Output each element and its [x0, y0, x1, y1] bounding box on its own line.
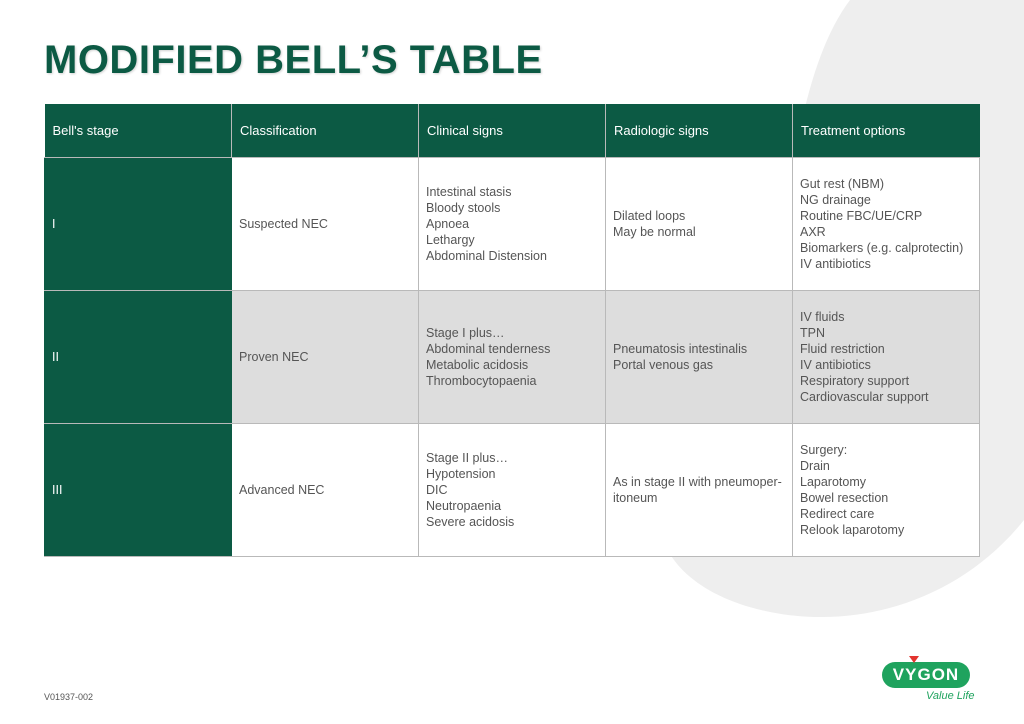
logo-wordmark: VYGON — [882, 662, 970, 688]
treatment-options-cell: IV fluids TPN Fluid restriction IV antibiotics Respiratory support Cardiovascular support — [793, 291, 980, 424]
table-row — [45, 158, 980, 291]
document-code: V01937-002 — [44, 692, 94, 702]
table-row — [45, 291, 980, 424]
logo-check-icon — [909, 656, 919, 663]
radiologic-signs-cell: Dilated loops May be normal — [606, 158, 793, 291]
classification-cell: Suspected NEC — [232, 158, 419, 291]
classification-cell: Proven NEC — [232, 291, 419, 424]
stage-cell: II — [45, 291, 232, 424]
classification-cell: Advanced NEC — [232, 424, 419, 557]
clinical-signs-cell: Stage II plus… Hypotension DIC Neutropaenia Severe acidosis — [419, 424, 606, 557]
clinical-signs-cell: Stage I plus… Abdominal tenderness Metabolic acidosis Thrombocytopaenia — [419, 291, 606, 424]
radiologic-signs-cell: Pneumatosis intestinalis Portal venous gas — [606, 291, 793, 424]
clinical-signs-cell: Intestinal stasis Bloody stools Apnoea Lethargy Abdominal Distension — [419, 158, 606, 291]
vygon-logo — [882, 656, 982, 704]
radiologic-signs-cell: As in stage II with pneumoper- itoneum — [606, 424, 793, 557]
header-treatment-options: Treatment options — [793, 104, 980, 158]
stage-cell: III — [45, 424, 232, 557]
bells-table — [44, 104, 980, 557]
page-title: MODIFIED BELL’S TABLE — [44, 38, 543, 82]
header-bells-stage: Bell's stage — [45, 104, 232, 158]
treatment-options-cell: Surgery: Drain Laparotomy Bowel resection Redirect care Relook laparotomy — [793, 424, 980, 557]
header-radiologic-signs: Radiologic signs — [606, 104, 793, 158]
stage-cell: I — [45, 158, 232, 291]
header-clinical-signs: Clinical signs — [419, 104, 606, 158]
header-classification: Classification — [232, 104, 419, 158]
table-header-row — [45, 104, 980, 158]
table-row — [45, 424, 980, 557]
treatment-options-cell: Gut rest (NBM) NG drainage Routine FBC/UE/CRP AXR Biomarkers (e.g. calprotectin) IV antibiotics — [793, 158, 980, 291]
logo-tagline: Value Life — [926, 690, 975, 702]
